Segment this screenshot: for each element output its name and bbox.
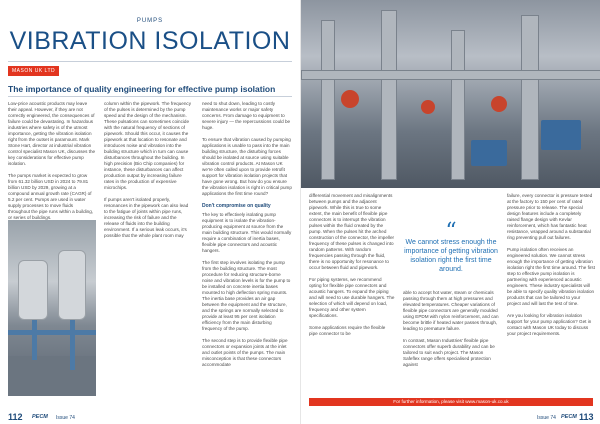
- paragraph: Low-price acoustic products may leave their appeal. However, if they are not correctly engineered, the consequences of failure could be devastating. In hazardous industries where safety is of the utmost importance, getting the vibration isolation right from the outset is paramount. Mark Stone Hart, director at industrial vibration control specialist Mason UK, discusses the key considerations for effective pump isolation.: [8, 101, 96, 166]
- pump-installation-photo: [301, 0, 600, 188]
- pipe-shape: [321, 20, 335, 180]
- valve-shape: [341, 90, 359, 108]
- right-page: [300, 0, 600, 424]
- paragraph: Some applications require the flexible pipe connector to be: [309, 325, 386, 336]
- paragraph: The second step is to provide flexible pipe connectors or expansion joints at the inlet and outlet points of the pumps. The main misconception is that these connectors accommodate: [202, 338, 288, 367]
- paragraph: failure, every connector is pressure tested at the factory to 150 per cent of rated pressure prior to release. The special design features include a completely raised flange design with Kevlar reinforcement, which has fantastic heat resistance, wrapped around a substantial ring preventing pull out failures.: [507, 193, 593, 240]
- paragraph: Are you looking for vibration isolation support for your pump application? Get in contact with Mason UK today to discuss your project requirements.: [507, 313, 592, 336]
- motor-shape: [471, 140, 507, 166]
- motor-shape: [541, 120, 581, 150]
- column-a: [309, 193, 395, 343]
- paragraph: able to accept hot water, steam or chemicals passing through them at high pressures and elevated temperatures. Cheaper variations of flexible pipe connectors are generally moulded using EPDM with nylon reinforcement, and can become brittle if heated water passes through, leading to premature failure.: [403, 290, 499, 331]
- issue-label: Issue 74: [537, 415, 556, 421]
- pipe-shape: [521, 15, 539, 180]
- issue-label: Issue 74: [56, 415, 75, 421]
- right-footer: [301, 410, 600, 424]
- author-badge: MASON UK LTD: [8, 66, 59, 76]
- paragraph: The pumps market is expected to grow from 61.32 billion USD in 2024 to 79.81 billion USD by 2029, growing at a compound annual growth rate (CAGR) of 5.2 per cent. Pumps are used in water supply processes to move fluids throughout the pipe runs within a building, or series of buildings.: [8, 173, 94, 220]
- paragraph: differential movement and misalignments between pumps and the adjacent pipework. While this is true to some extent, the main benefit of flexible pipe connectors is to interrupt the vibration pulses within the fluid created by the pump. When the pulses hit the arched construction of the connector, the impeller frequency of these pulses is changed into random patterns. With random frequencies passing through the fluid, there is no opportunity for resonance to occur between fluid and pipework.: [309, 193, 395, 270]
- page-number: 113: [579, 412, 594, 422]
- pump-room-photo: [8, 220, 96, 396]
- column-b: [403, 290, 499, 374]
- pipe-shape: [301, 70, 600, 80]
- contact-bar: For further information, please visit www.mason-uk.co.uk: [309, 398, 593, 406]
- brand: PECM: [561, 414, 577, 420]
- pipe-shape: [32, 320, 37, 360]
- divider: [8, 61, 292, 62]
- paragraph: column within the pipework. The frequency of the pulses is determined by the pump speed and the design of the mechanism. These pulsations can sometimes coincide with the natural frequency of sections of pipework. Should this occur, it causes the pipework at that location to resonate and introduces noise and vibration into the building structure which in turn can cause disturbances throughout the building. In high precision (Bio Chip companies) for instance, these disturbances can affect production output by increasing failure rates in the production of expensive microchips.: [104, 101, 191, 190]
- paragraph: In contrast, Mason Industries' flexible pipe connectors offer superb durability and can be tailored to suit each project. The Mason Safeflex range offers specialised protection against: [403, 338, 495, 367]
- pipe-shape: [70, 320, 75, 370]
- page-title: VIBRATION ISOLATION: [9, 27, 291, 55]
- valve-shape: [491, 96, 507, 112]
- pipe-shape: [451, 30, 465, 180]
- pipe-shape: [381, 10, 397, 180]
- tank-shape: [58, 250, 86, 320]
- article-subtitle: The importance of quality engineering for effective pump isolation: [8, 84, 276, 94]
- divider: [8, 96, 292, 97]
- column-c: [507, 193, 595, 343]
- valve-shape: [421, 100, 435, 114]
- paragraph: need to shut down, leading to costly maintenance works or major safety concerns. From damage to equipment to severe injury — the repercussions could be huge.: [202, 101, 291, 130]
- paragraph: The key to effectively isolating pump equipment is to isolate the vibration-producing equipment at source from the main building structure. This would normally require a combination of inertia bases, flexible pipe connectors and acoustic hangers.: [202, 212, 292, 253]
- column-3: [202, 101, 292, 374]
- pull-quote: We cannot stress enough the importance of getting vibration isolation right the first time around.: [404, 239, 498, 273]
- quote-mark-icon: “: [445, 219, 457, 244]
- left-footer: [0, 410, 300, 424]
- paragraph: Pump isolation often receives an engineered solution. We cannot stress enough the importance of getting vibration isolation right the first time around. The first step to effective pump isolation is partnering with experienced acoustic engineers. These industry specialists will be able to specify quality vibration isolation products that can be tailored to your project and will last the test of time.: [507, 247, 596, 306]
- brand: PECM: [32, 414, 48, 420]
- paragraph: For piping systems, we recommend opting for flexible pipe connectors and acoustic hangers. To expand the piping and will need to use durable hangers. The selection of which will depend on load, frequency and other system specifications.: [309, 277, 395, 318]
- column-2: [104, 101, 192, 245]
- section-label: PUMPS: [136, 18, 164, 24]
- paragraph: To ensure that vibration caused by pumping applications is unable to pass into the main building structure, the disturbing forces should be isolated at source using suitable vibration control products. At Mason UK we're often called upon to provide retrofit support for vibration isolation projects that have gone wrong. But how do you ensure the vibration isolation is right in critical pump applications the first time round?: [202, 137, 292, 196]
- paragraph: If pumps aren't isolated properly, resonances in the pipework can also lead to the fatigue of joints within pipe runs, increasing the risk of failure and the release of fluids into the building environment. If a serious leak occurs, it's possible that the whole plant room may: [104, 197, 189, 238]
- section-heading: Don't compromise on quality: [202, 203, 271, 209]
- paragraph: The first step involves isolating the pump from the building structure. The most procedure for reducing structure-borne noise and vibration levels is for the pump to be installed on concrete inertia bases mounted to high deflection spring mounts. The inertia base provides an air gap between the equipment and the structure, and the springs are normally selected to provide at least 95 per cent isolation efficiency from the main disturbing frequency of the pump.: [202, 260, 291, 331]
- floor-shape: [8, 356, 96, 396]
- tank-shape: [18, 260, 48, 320]
- page-number: 112: [8, 412, 23, 422]
- pipe-shape: [8, 330, 96, 335]
